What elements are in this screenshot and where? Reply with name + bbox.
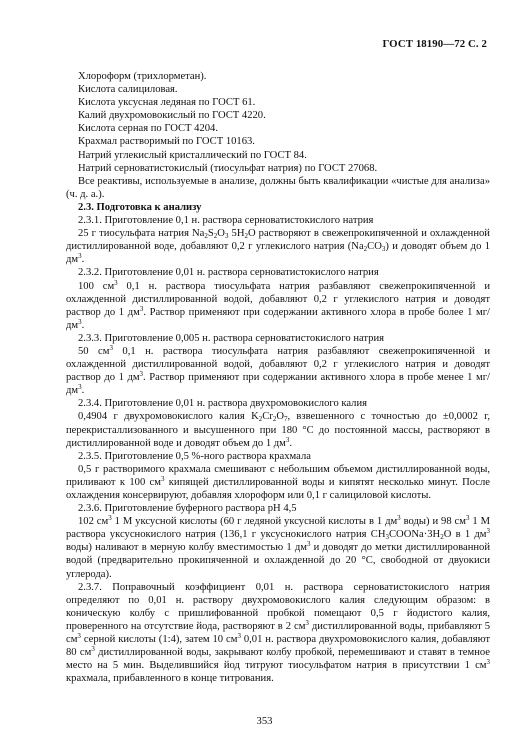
subsection-title: 2.3.6. Приготовление буферного раствора pH 4,5 <box>78 503 297 515</box>
subsection-title: 2.3.4. Приготовление 0,01 н. раствора двухромовокислого калия <box>78 398 368 410</box>
subsection-title: 2.3.2. Приготовление 0,01 н. раствора серноватистокислого натрия <box>78 267 379 279</box>
subsection-title: 2.3.1. Приготовление 0,1 н. раствора серноватистокислого натрия <box>78 215 374 227</box>
reagent-item: Кислота уксусная ледяная по ГОСТ 61. <box>78 97 256 109</box>
paragraph-2-3-5: 0,5 г растворимого крахмала смешивают с небольшим объемом дистиллированной воды, приливают к 100 $см^3$ кипящей дистиллированной воды и кипятят несколько минут. После охлаждения консервируют, добавляя хлороформ или 0,1 г салициловой кислоты. <box>66 463 490 501</box>
reagent-item: Натрий серноватистокислый (тиосульфат натрия) по ГОСТ 27068. <box>78 162 378 174</box>
paragraph-2-3-1: 25 г тиосульфата натрия $Na_2S_2O_3$ $5H_2O$ растворяют в свежепрокипяченной и охлажденной дистиллированной воде, добавляют 0,2 г углекислого натрия $(Na_2CO_3)$ и доводят объем до 1 $дм^3$. <box>66 228 490 266</box>
reagent-item: Калий двухромовокислый по ГОСТ 4220. <box>78 110 266 122</box>
reagent-item: Натрий углекислый кристаллический по ГОСТ 84. <box>78 149 307 161</box>
reagent-item: Кислота салициловая. <box>78 84 178 96</box>
page-header: ГОСТ 18190—72 С. 2 <box>382 38 487 50</box>
subsection-title: 2.3.5. Приготовление 0,5 %-ного раствора крахмала <box>78 450 311 462</box>
subsection-title: 2.3.3. Приготовление 0,005 н. раствора серноватистокислого натрия <box>78 332 385 344</box>
paragraph-2-3-4: 0,4904 г двухромовокислого калия $K_2Cr_2O_7$, взвешенного с точностью до ±0,0002 г, перекристаллизованного и высушенного при 180 °С до постоянной массы, растворяют в дистиллированной воде и доводят объем до 1 $дм^3$. <box>66 411 490 449</box>
page-content <box>66 70 490 685</box>
paragraph-2-3-7: 2.3.7. Поправочный коэффициент 0,01 н. раствора серноватистокислого натрия определяют по 0,01 н. раствору двухромовокислого калия следующим образом: в коническую колбу с пришлифованной пробкой помещают 0,5 г йодистого калия, проверенного на отсутствие йода, растворяют в 2 $см^3$ дистиллированной воды, прибавляют 5 $см^3$ серной кислоты (1:4), затем 10 $см^3$ 0,01 н. раствора двухромовокислого калия, добавляют 80 $см^3$ дистиллированной воды, закрывают колбу пробкой, перемешивают и ставят в темное место на 5 мин. Выделившийся йод титруют тиосульфатом натрия в присутствии 1 $см^3$ крахмала, прибавленного в конце титрования. <box>66 581 490 685</box>
reagent-item: Кислота серная по ГОСТ 4204. <box>78 123 218 135</box>
page-number: 353 <box>256 716 273 727</box>
reagent-item: Крахмал растворимый по ГОСТ 10163. <box>78 136 255 148</box>
paragraph-2-3-2: 100 $см^3$ 0,1 н. раствора тиосульфата натрия разбавляют свежепрокипяченной и охлажденной дистиллированной водой, добавляют 0,2 г углекислого натрия и доводят раствор до 1 $дм^3$. Раствор применяют при содержании активного хлора в пробе более 1 $мг/дм^3$. <box>66 278 490 331</box>
paragraph-2-3-6: 102 $см^3$ 1 М уксусной кислоты (60 г ледяной уксусной кислоты в 1 $дм^3$ воды) и 98 $см^3$ 1 М раствора уксуснокислого натрия (136,1 г уксуснокислого натрия $CH_3COONa\cdot 3H_2O$ в 1 $дм^3$ воды) наливают в мерную колбу вместимостью 1 $дм^3$ и доводят до метки дистиллированной водой (предварительно прокипяченной и охлажденной до 20 °С, свободной от двуокиси углерода). <box>66 514 490 580</box>
section-heading: 2.3. Подготовка к анализу <box>78 201 202 213</box>
reagent-item: Хлороформ (трихлорметан). <box>78 71 207 82</box>
paragraph-2-3-3: 50 $см^3$ 0,1 н. раствора тиосульфата натрия разбавляют свежепрокипяченной и охлажденной дистиллированной водой, добавляют 0,2 г углекислого натрия и доводят раствор до 1 $дм^3$. Раствор применяют при содержании активного хлора в пробе менее 1 $мг/дм^3$. <box>66 343 490 397</box>
reagents-note: Все реактивы, используемые в анализе, должны быть квалификации «чистые для анализа» (ч. д. а.). <box>66 175 490 200</box>
